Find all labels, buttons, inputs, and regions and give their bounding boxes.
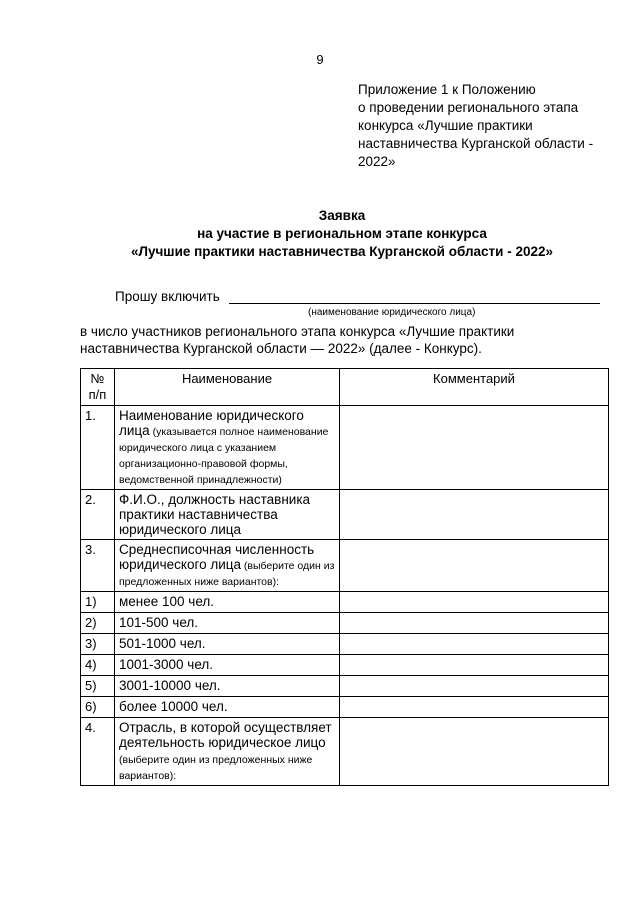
row-name-text: Среднесписочная численность юридического лица [119, 542, 315, 572]
row-name [115, 592, 340, 613]
row-name [115, 540, 340, 592]
appendix-line: 2022» [358, 154, 396, 169]
row-comment-cell[interactable] [340, 540, 609, 592]
row-number: 1) [81, 592, 115, 613]
table-body [81, 406, 609, 786]
table-row [81, 592, 609, 613]
row-comment-cell[interactable] [340, 490, 609, 540]
row-name-text: 3001-10000 чел. [119, 678, 221, 693]
request-text [80, 323, 609, 357]
row-name-note: (выберите один из предложенных ниже вариантов): [119, 754, 313, 782]
title-line: «Лучшие практики наставничества Курганской области - 2022» [130, 244, 553, 259]
appendix-line: конкурса «Лучшие практики [358, 118, 533, 133]
header-num [81, 369, 115, 406]
header-comment: Комментарий [340, 369, 609, 406]
request-lead: Прошу включить [115, 289, 220, 304]
header-num-line: № [90, 371, 105, 386]
row-name-text: 101-500 чел. [119, 615, 199, 630]
header-name: Наименование [115, 369, 340, 406]
row-comment-cell[interactable] [340, 406, 609, 490]
request-text-line: наставничества Курганской области — 2022» (далее - Конкурс). [80, 341, 482, 356]
appendix-line: Приложение 1 к Положению [358, 82, 536, 97]
row-name-text: 1001-3000 чел. [119, 657, 214, 672]
row-number: 2. [81, 490, 115, 540]
row-name-text: Отрасль, в которой осуществляет деятельность юридическое лицо [119, 720, 332, 750]
row-comment-cell[interactable] [340, 592, 609, 613]
row-number: 1. [81, 406, 115, 490]
row-name-text: менее 100 чел. [119, 594, 215, 609]
table-row [81, 655, 609, 676]
row-name [115, 655, 340, 676]
row-number: 2) [81, 613, 115, 634]
table-row [81, 697, 609, 718]
row-name [115, 613, 340, 634]
row-number: 4) [81, 655, 115, 676]
table-row [81, 634, 609, 655]
table-row [81, 613, 609, 634]
row-name [115, 634, 340, 655]
header-num-line: п/п [88, 387, 107, 402]
document-title [0, 207, 640, 261]
row-comment-cell[interactable] [340, 718, 609, 786]
row-name-text: Ф.И.О., должность наставника практики наставничества юридического лица [119, 492, 311, 537]
row-comment-cell[interactable] [340, 697, 609, 718]
title-line: Заявка [318, 208, 366, 223]
organization-name-blank[interactable] [229, 303, 600, 304]
row-number: 4. [81, 718, 115, 786]
row-name-text: Наименование юридического лица [119, 408, 304, 438]
row-name [115, 718, 340, 786]
table-row [81, 676, 609, 697]
row-name [115, 490, 340, 540]
row-name [115, 406, 340, 490]
row-comment-cell[interactable] [340, 634, 609, 655]
table-row [81, 540, 609, 592]
application-table [80, 368, 609, 786]
row-name [115, 676, 340, 697]
appendix-line: о проведении регионального этапа [358, 100, 579, 115]
table-row [81, 718, 609, 786]
row-name [115, 697, 340, 718]
row-number: 6) [81, 697, 115, 718]
table-header-row [81, 369, 609, 406]
table-row [81, 406, 609, 490]
page-number: 9 [316, 52, 324, 67]
row-number: 3. [81, 540, 115, 592]
title-line: на участие в региональном этапе конкурса [197, 226, 487, 241]
row-comment-cell[interactable] [340, 613, 609, 634]
row-comment-cell[interactable] [340, 655, 609, 676]
appendix-note [358, 81, 620, 171]
row-number: 3) [81, 634, 115, 655]
row-name-note: (выберите один из предложенных ниже вариантов): [119, 560, 335, 588]
row-name-text: 501-1000 чел. [119, 636, 206, 651]
row-comment-cell[interactable] [340, 676, 609, 697]
row-number: 5) [81, 676, 115, 697]
row-name-note: (указывается полное наименование юридического лица с указанием организационно-правовой формы, ведомственной принадлежности) [119, 426, 329, 486]
blank-caption: (наименование юридического лица) [308, 307, 476, 318]
table-row [81, 490, 609, 540]
request-text-line: в число участников регионального этапа конкурса «Лучшие практики [80, 324, 515, 339]
appendix-line: наставничества Курганской области - [358, 136, 594, 151]
row-name-text: более 10000 чел. [119, 699, 228, 714]
